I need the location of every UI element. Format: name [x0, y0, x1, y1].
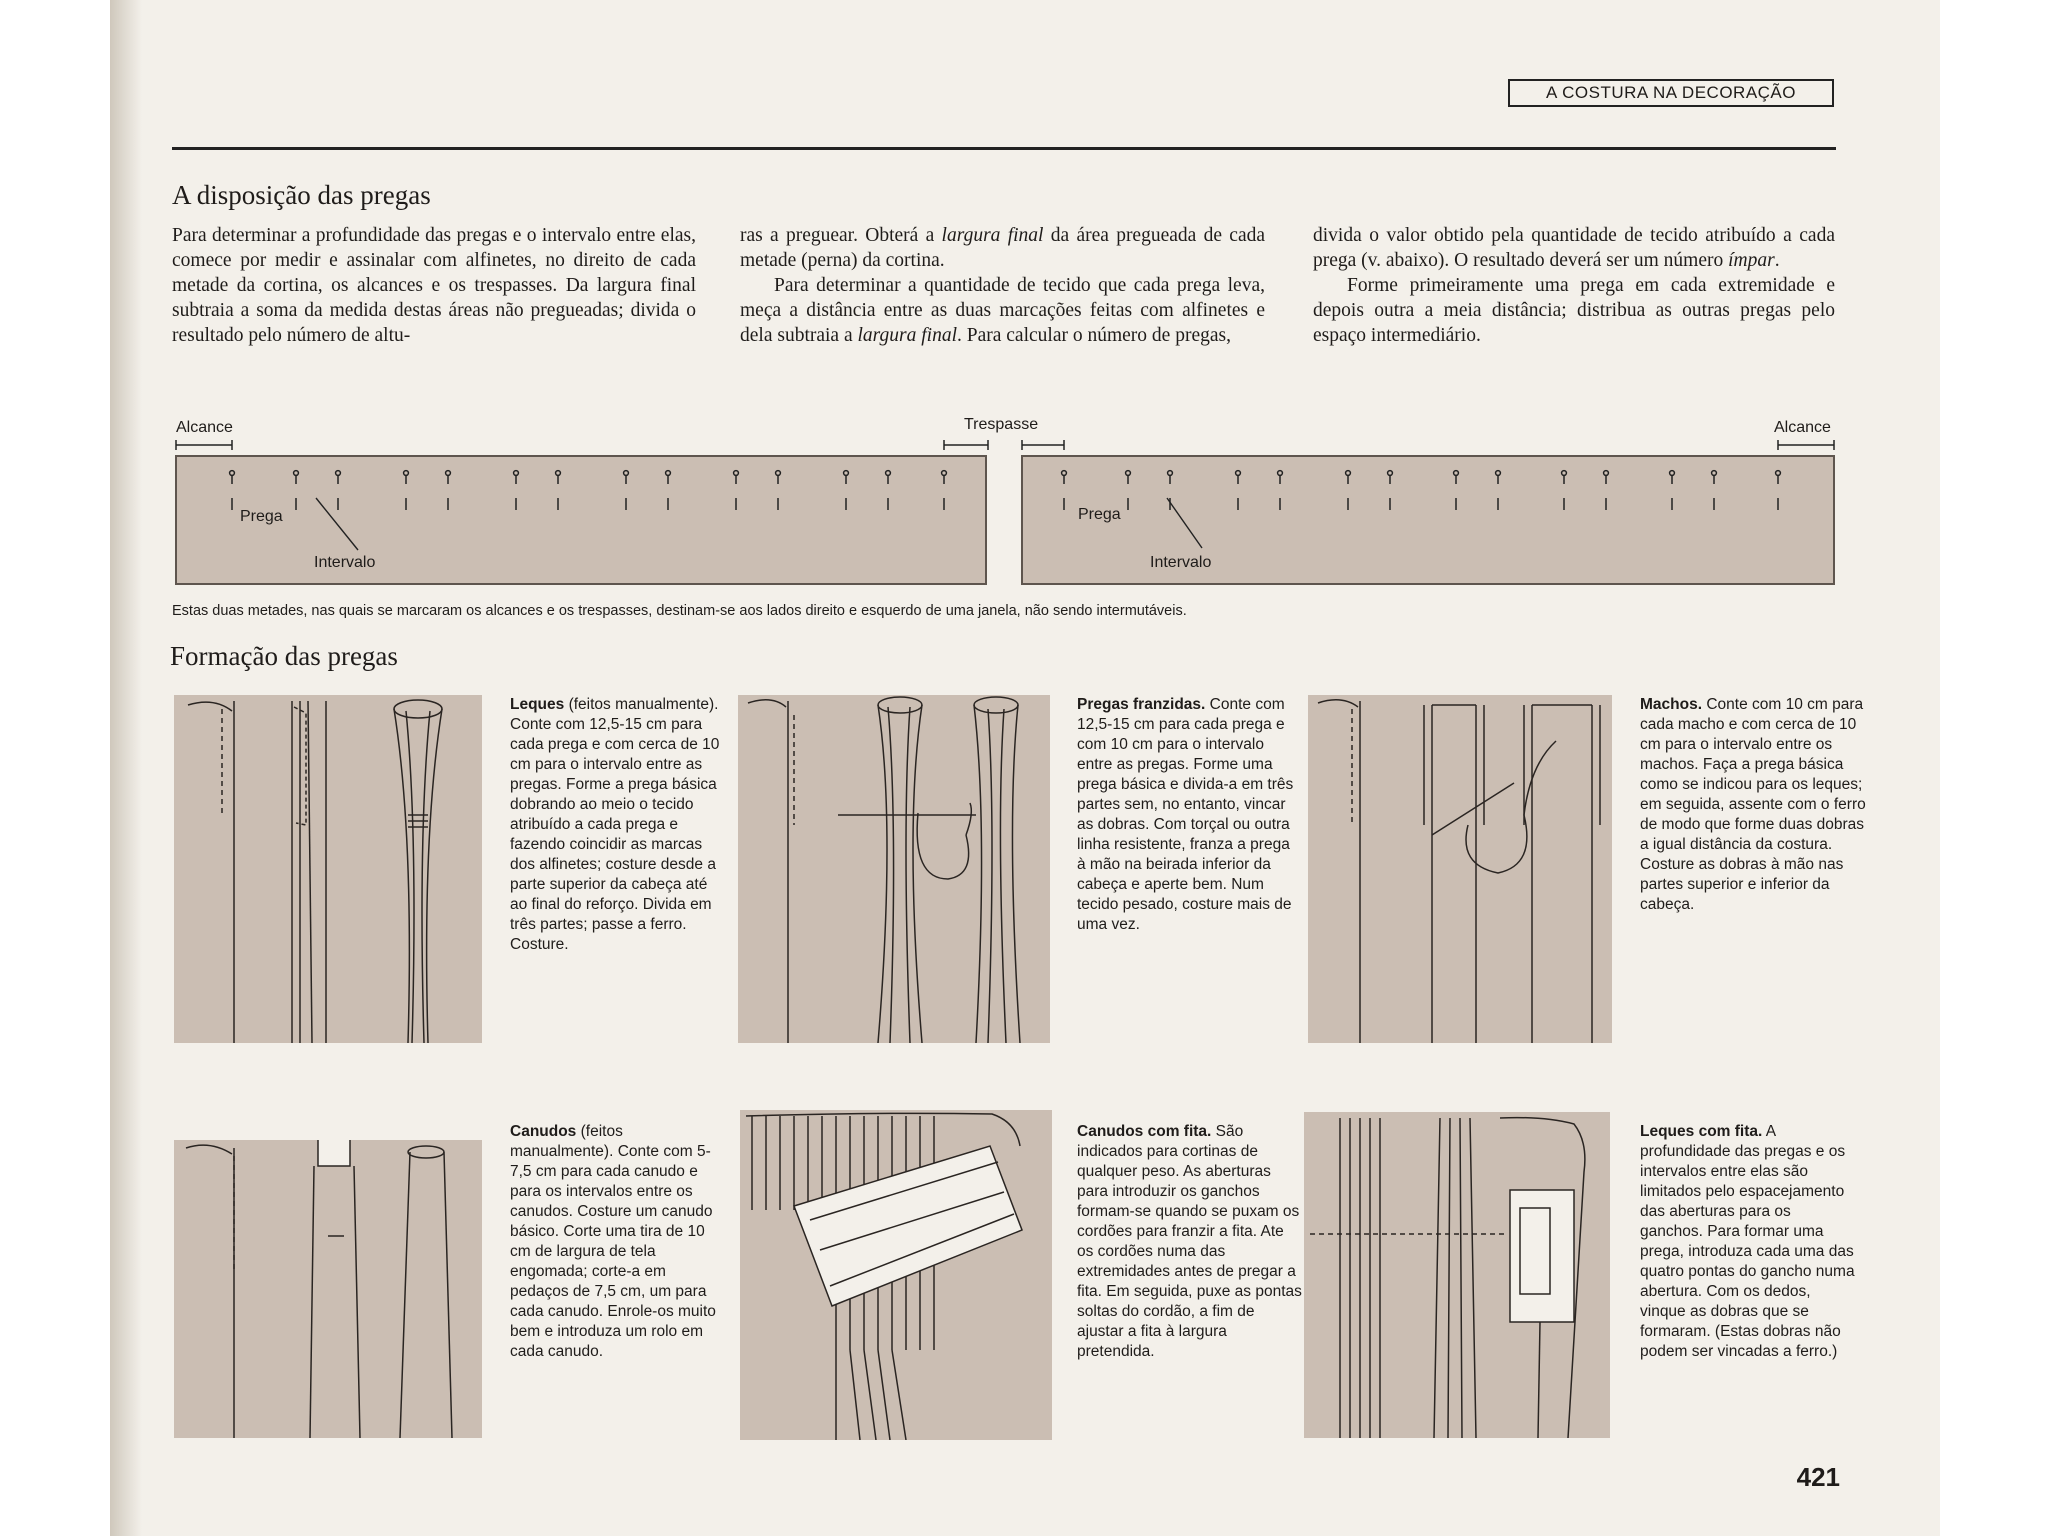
figure-leques-com-fita [1304, 1112, 1610, 1438]
emphasis-text: largura final [857, 325, 957, 346]
paragraph: Forme primeiramente uma prega em cada extremidade e depois outra a meia distância; distribua as outras pregas pelo espaço intermediário. [1313, 275, 1835, 346]
text-run: ras a preguear. Obterá a [740, 225, 942, 246]
figure-leques [174, 695, 482, 1043]
figure-description: Conte com 12,5-15 cm para cada prega e com 10 cm para o intervalo entre as pregas. Forme uma prega básica e divida-a em três partes sem, no entanto, vincar as dobras. Com torçal ou outra linha resistente, franza a prega à mão na beirada inferior da cabeça e aperte bem. Num tecido pesado, costure mais de uma vez. [1077, 696, 1294, 933]
section-header-box [1508, 79, 1834, 107]
page-binding-shadow [110, 0, 142, 1536]
text-column-3 [1313, 223, 1835, 348]
figure-description: A profundidade das pregas e os intervalos entre elas são limitados pelo espacejamento das aberturas para os ganchos. Para formar uma prega, introduza cada uma das quatro pontas do gancho numa abertura. Com os dedos, vinque as dobras que se formaram. (Estas dobras não podem ser vincadas a ferro.) [1640, 1123, 1855, 1360]
figure-title: Machos. [1640, 696, 1703, 713]
text-column-1 [172, 223, 696, 348]
figure-title: Canudos [510, 1123, 577, 1140]
label-intervalo-left: Intervalo [314, 554, 376, 571]
figure-text-canudos-com-fita [1077, 1122, 1302, 1362]
figure-text-canudos [510, 1122, 720, 1362]
figure-text-machos [1640, 695, 1870, 915]
text-run: . Para calcular o número de pregas, [957, 325, 1231, 346]
text-run: Para determinar a quantidade de tecido que cada prega leva, meça a distância entre as duas marcações feitas com alfinetes e dela subtraia a [740, 275, 1265, 346]
text-run: divida o valor obtido pela quantidade de tecido atribuído a cada prega (v. abaixo). O resultado deverá ser um número [1313, 225, 1835, 271]
text-column-2 [740, 223, 1265, 348]
section-header-title: A COSTURA NA DECORAÇÃO [1546, 83, 1796, 102]
figure-title: Pregas franzidas. [1077, 696, 1206, 713]
figure-text-pregas-franzidas [1077, 695, 1302, 935]
figure-machos [1308, 695, 1612, 1043]
figure-canudos-com-fita [740, 1110, 1052, 1440]
paragraph [740, 273, 1265, 348]
figure-pregas-franzidas [738, 695, 1050, 1043]
page-number: 421 [1796, 1462, 1840, 1492]
emphasis-text: ímpar [1728, 250, 1775, 271]
figure-title: Leques com fita. [1640, 1123, 1763, 1140]
paragraph [1313, 223, 1835, 273]
label-intervalo-right: Intervalo [1150, 554, 1212, 571]
figure-canudos [174, 1140, 482, 1438]
figure-description: Conte com 10 cm para cada macho e com cerca de 10 cm para o intervalo entre os machos. Faça a prega básica como se indicou para os leques; em seguida, assente com o ferro de modo que forme duas dobras a igual distância da costura. Costure as dobras à mão nas partes superior e inferior da cabeça. [1640, 696, 1866, 913]
label-trespasse: Trespasse [964, 416, 1039, 433]
label-alcance-left: Alcance [176, 419, 233, 436]
curtain-halves-diagram [170, 438, 1842, 590]
label-alcance-right: Alcance [1774, 419, 1831, 436]
label-prega-right: Prega [1078, 506, 1121, 523]
section-heading-disposicao: A disposição das pregas [172, 180, 431, 210]
figure-title: Leques [510, 696, 565, 713]
figure-text-leques-com-fita [1640, 1122, 1855, 1362]
section-heading-formacao: Formação das pregas [170, 641, 398, 671]
text-run: da área pregueada de cada metade (perna) da cortina. [740, 225, 1266, 271]
figure-description: (feitos manualmente). Conte com 12,5-15 cm para cada prega e com cerca de 10 cm para o intervalo entre as pregas. Forme a prega básica dobrando ao meio o tecido atribuído a cada prega e fazendo coincidir as marcas dos alfinetes; costure desde a parte superior da cabeça até ao final do reforço. Divida em três partes; passe a ferro. Costure. [510, 696, 720, 953]
header-rule [172, 147, 1836, 150]
label-prega-left: Prega [240, 508, 283, 525]
paragraph: Para determinar a profundidade das pregas e o intervalo entre elas, comece por medir e assinalar com alfinetes, no direito de cada metade da cortina, os alcances e os trespasses. Da largura final subtraia a soma da medida destas áreas não pregueadas; divida o resultado pelo número de altu- [172, 225, 696, 346]
emphasis-text: largura final [941, 225, 1044, 246]
diagram-caption: Estas duas metades, nas quais se marcaram os alcances e os trespasses, destinam-se aos lados direito e esquerdo de uma janela, não sendo intermutáveis. [172, 603, 1187, 619]
figure-title: Canudos com fita. [1077, 1123, 1212, 1140]
figure-description: (feitos manualmente). Conte com 5-7,5 cm para cada canudo e para os intervalos entre os canudos. Costure um canudo básico. Corte uma tira de 10 cm de largura de tela engomada; corte-a em pedaços de 7,5 cm, um para cada canudo. Enrole-os muito bem e introduza um rolo em cada canudo. [510, 1123, 716, 1360]
figure-description: São indicados para cortinas de qualquer peso. As aberturas para introduzir os ganchos formam-se quando se puxam os cordões para franzir a fita. Ate os cordões numa das extremidades antes de pregar a fita. Em seguida, puxe as pontas soltas do cordão, a fim de ajustar a fita à largura pretendida. [1077, 1123, 1302, 1360]
figure-text-leques [510, 695, 720, 955]
paragraph [740, 223, 1265, 273]
text-run: . [1774, 250, 1780, 271]
